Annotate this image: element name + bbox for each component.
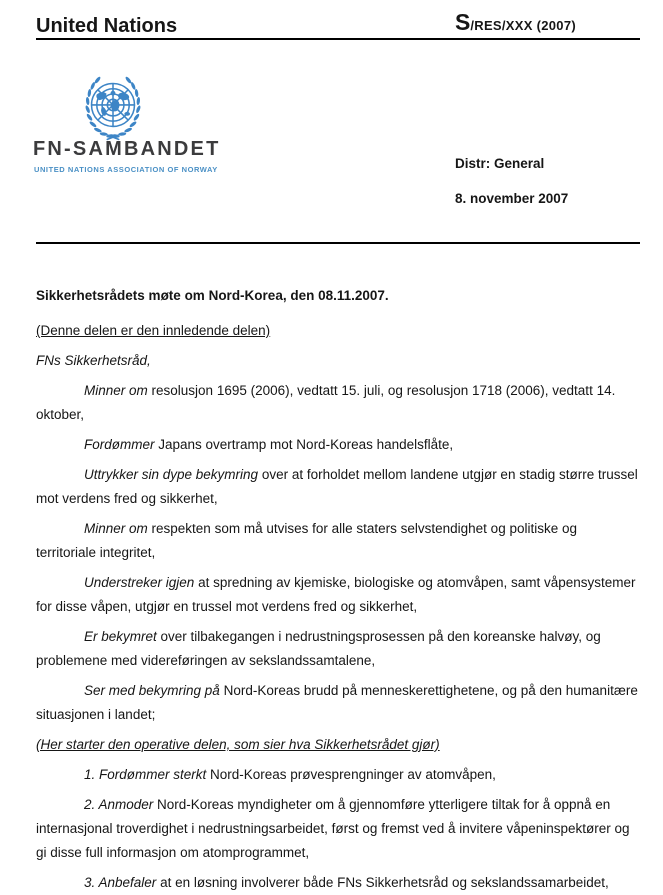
preamble-paragraph-3: Uttrykker sin dype bekymring over at forholdet mellom landene utgjør en stadig større trussel mot verdens fred og sikkerhet,: [36, 467, 638, 506]
operative-note: (Her starter den operative delen, som sier hva Sikkerhetsrådet gjør): [36, 737, 440, 752]
doc-symbol-prefix: S: [455, 9, 471, 35]
addressee-line: FNs Sikkerhetsråd,: [36, 353, 151, 368]
operative-section: [36, 763, 640, 895]
preamble-paragraph-5: Understreker igjen at spredning av kjemiske, biologiske og atomvåpen, samt våpensystemer for disse våpen, utgjør en trussel mot verdens fred og sikkerhet,: [36, 575, 636, 614]
preamble-paragraph-4: Minner om respekten som må utvises for alle staters selvstendighet og politiske og territoriale integritet,: [36, 521, 577, 560]
operative-paragraph-1: 1. Fordømmer sterkt Nord-Koreas prøvesprengninger av atomvåpen,: [84, 767, 496, 782]
un-emblem-icon: [83, 76, 143, 142]
preamble-paragraph-6: Er bekymret over tilbakegangen i nedrustningsprosessen på den koreanske halvøy, og problemene med videreføringen av sekslandssamtalene,: [36, 629, 601, 668]
org-name: United Nations: [36, 15, 178, 37]
document-body: [36, 244, 640, 895]
operative-paragraph-3: 3. Anbefaler at en løsning involverer både FNs Sikkerhetsråd og sekslandssamarbeidet,: [84, 875, 609, 890]
preamble-paragraph-7: Ser med bekymring på Nord-Koreas brudd på menneskerettighetene, og på den humanitære situasjonen i landet;: [36, 683, 638, 722]
preamble-section: [36, 379, 640, 727]
document-date: 8. november 2007: [455, 191, 569, 206]
logo-subtitle: UNITED NATIONS ASSOCIATION OF NORWAY: [34, 165, 218, 174]
preamble-paragraph-1: Minner om resolusjon 1695 (2006), vedtatt 15. juli, og resolusjon 1718 (2006), vedtatt 14. oktober,: [36, 383, 616, 422]
preamble-paragraph-2: Fordømmer Japans overtramp mot Nord-Koreas handelsflåte,: [84, 437, 454, 452]
operative-paragraph-2: 2. Anmoder Nord-Koreas myndigheter om å gjennomføre ytterligere tiltak for å oppnå en internasjonal troverdighet i nedrustningsarbeidet, først og fremst ved å invitere våpeninspektører og gi disse full informasjon om atomprogrammet,: [36, 797, 630, 860]
document-header: [36, 0, 640, 40]
masthead: [33, 40, 640, 244]
doc-symbol: [455, 11, 576, 37]
document-title: Sikkerhetsrådets møte om Nord-Korea, den 08.11.2007.: [36, 288, 389, 303]
doc-symbol-suffix: /RES/XXX (2007): [470, 18, 576, 33]
logo-wordmark: FN-SAMBANDET: [33, 138, 221, 160]
distribution-label: Distr: General: [455, 156, 545, 171]
preamble-note: (Denne delen er den innledende delen): [36, 323, 271, 338]
